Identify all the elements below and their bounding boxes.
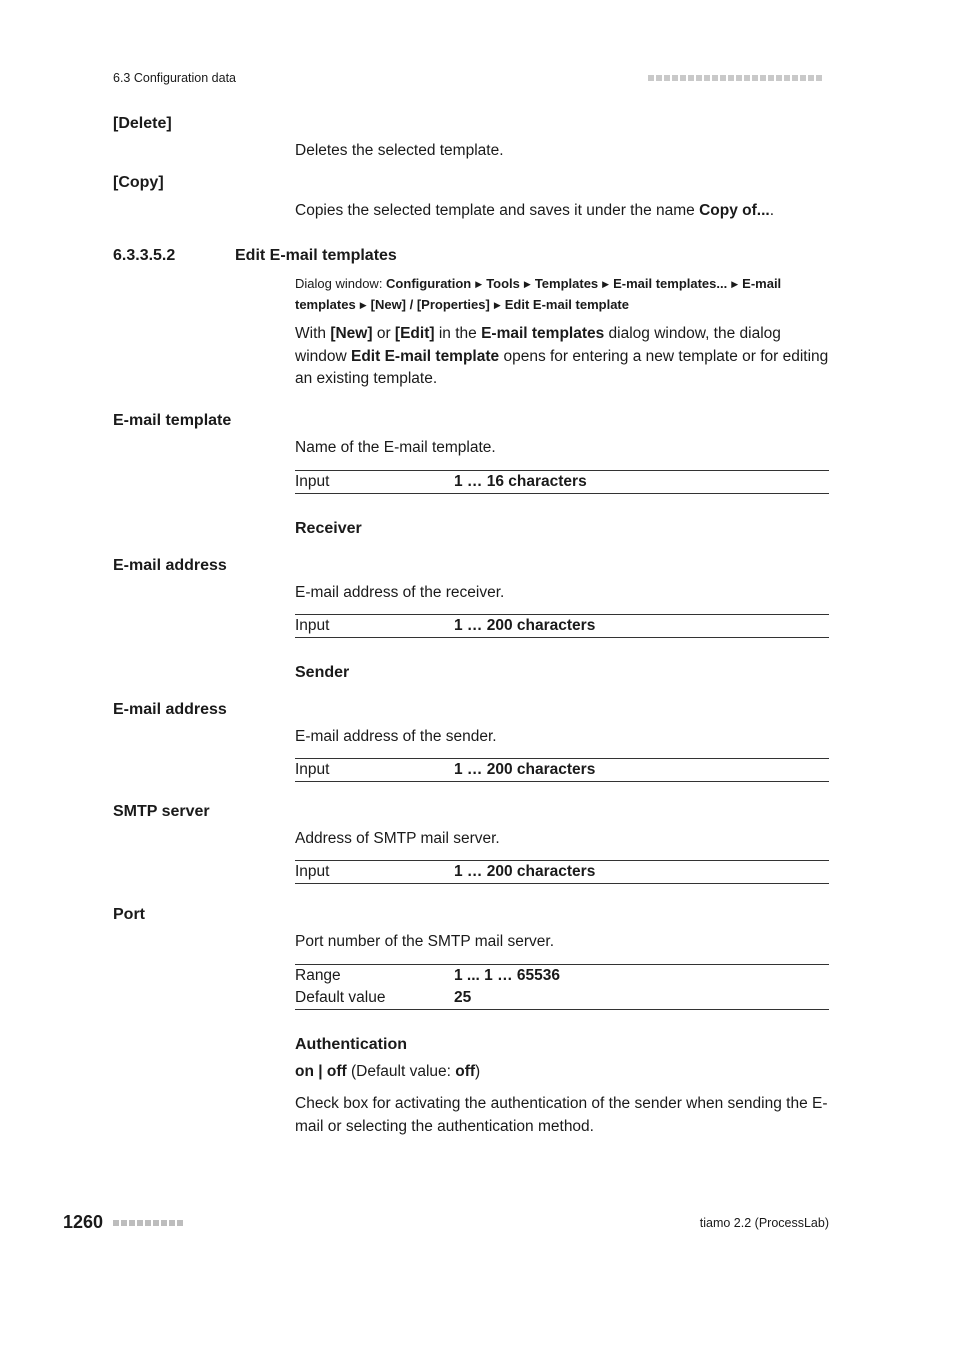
- section-number: 6.3.3.5.2: [113, 247, 176, 264]
- header-decoration: [648, 75, 822, 81]
- page-number: 1260: [63, 1212, 104, 1232]
- param-row: Range 1 ... 1 … 65536: [295, 967, 560, 984]
- term-delete: [Delete]: [113, 115, 172, 132]
- desc-copy: Copies the selected template and saves it under the name Copy of....: [295, 202, 775, 219]
- param-row: Default value 25: [295, 989, 472, 1006]
- desc-sender-email: E-mail address of the sender.: [295, 728, 497, 745]
- param-row: Input 1 … 200 characters: [295, 617, 596, 634]
- authentication-options: on | off (Default value: off): [295, 1063, 481, 1080]
- param-table-receiver-email: [295, 614, 829, 638]
- footer-decoration: [113, 1220, 183, 1226]
- triangle-right-icon: ▶: [523, 279, 531, 289]
- term-receiver-email: E-mail address: [113, 557, 227, 574]
- breadcrumb: Dialog window: Configuration ▶ Tools ▶ Templates ▶ E-mail templates... ▶ E-mail templates ▶ [New] / [Properties] ▶ Edit E-mail template: [295, 276, 782, 312]
- subheading-authentication: Authentication: [295, 1036, 407, 1053]
- desc-delete: Deletes the selected template.: [295, 142, 504, 159]
- triangle-right-icon: ▶: [731, 279, 739, 289]
- term-email-template: E-mail template: [113, 412, 232, 429]
- term-sender-email: E-mail address: [113, 701, 227, 718]
- param-row: Input 1 … 200 characters: [295, 863, 596, 880]
- subheading-receiver: Receiver: [295, 520, 362, 537]
- param-row: Input 1 … 16 characters: [295, 473, 587, 490]
- header-section-title: 6.3 Configuration data: [113, 71, 237, 85]
- footer-product: tiamo 2.2 (ProcessLab): [699, 1216, 829, 1230]
- section-title: Edit E-mail templates: [235, 247, 397, 264]
- param-table-sender-email: [295, 758, 829, 782]
- desc-email-template: Name of the E-mail template.: [295, 439, 496, 456]
- triangle-right-icon: ▶: [359, 300, 367, 310]
- term-port: Port: [113, 906, 145, 923]
- subheading-sender: Sender: [295, 664, 350, 681]
- authentication-description: Check box for activating the authentication of the sender when sending the E-mail or selecting the authentication method.: [295, 1095, 828, 1135]
- desc-port: Port number of the SMTP mail server.: [295, 933, 555, 950]
- param-table-port: [295, 964, 829, 1010]
- desc-receiver-email: E-mail address of the receiver.: [295, 584, 505, 601]
- term-copy: [Copy]: [113, 174, 164, 191]
- term-smtp-server: SMTP server: [113, 803, 210, 820]
- triangle-right-icon: ▶: [475, 279, 483, 289]
- param-table-smtp-server: [295, 860, 829, 884]
- desc-smtp-server: Address of SMTP mail server.: [295, 830, 500, 847]
- section-intro: With [New] or [Edit] in the E-mail templates dialog window, the dialog window Edit E-mail template opens for entering a new template or for editing an existing template.: [295, 325, 829, 387]
- triangle-right-icon: ▶: [602, 279, 610, 289]
- triangle-right-icon: ▶: [493, 300, 501, 310]
- param-row: Input 1 … 200 characters: [295, 761, 596, 778]
- param-table-email-template: [295, 470, 829, 494]
